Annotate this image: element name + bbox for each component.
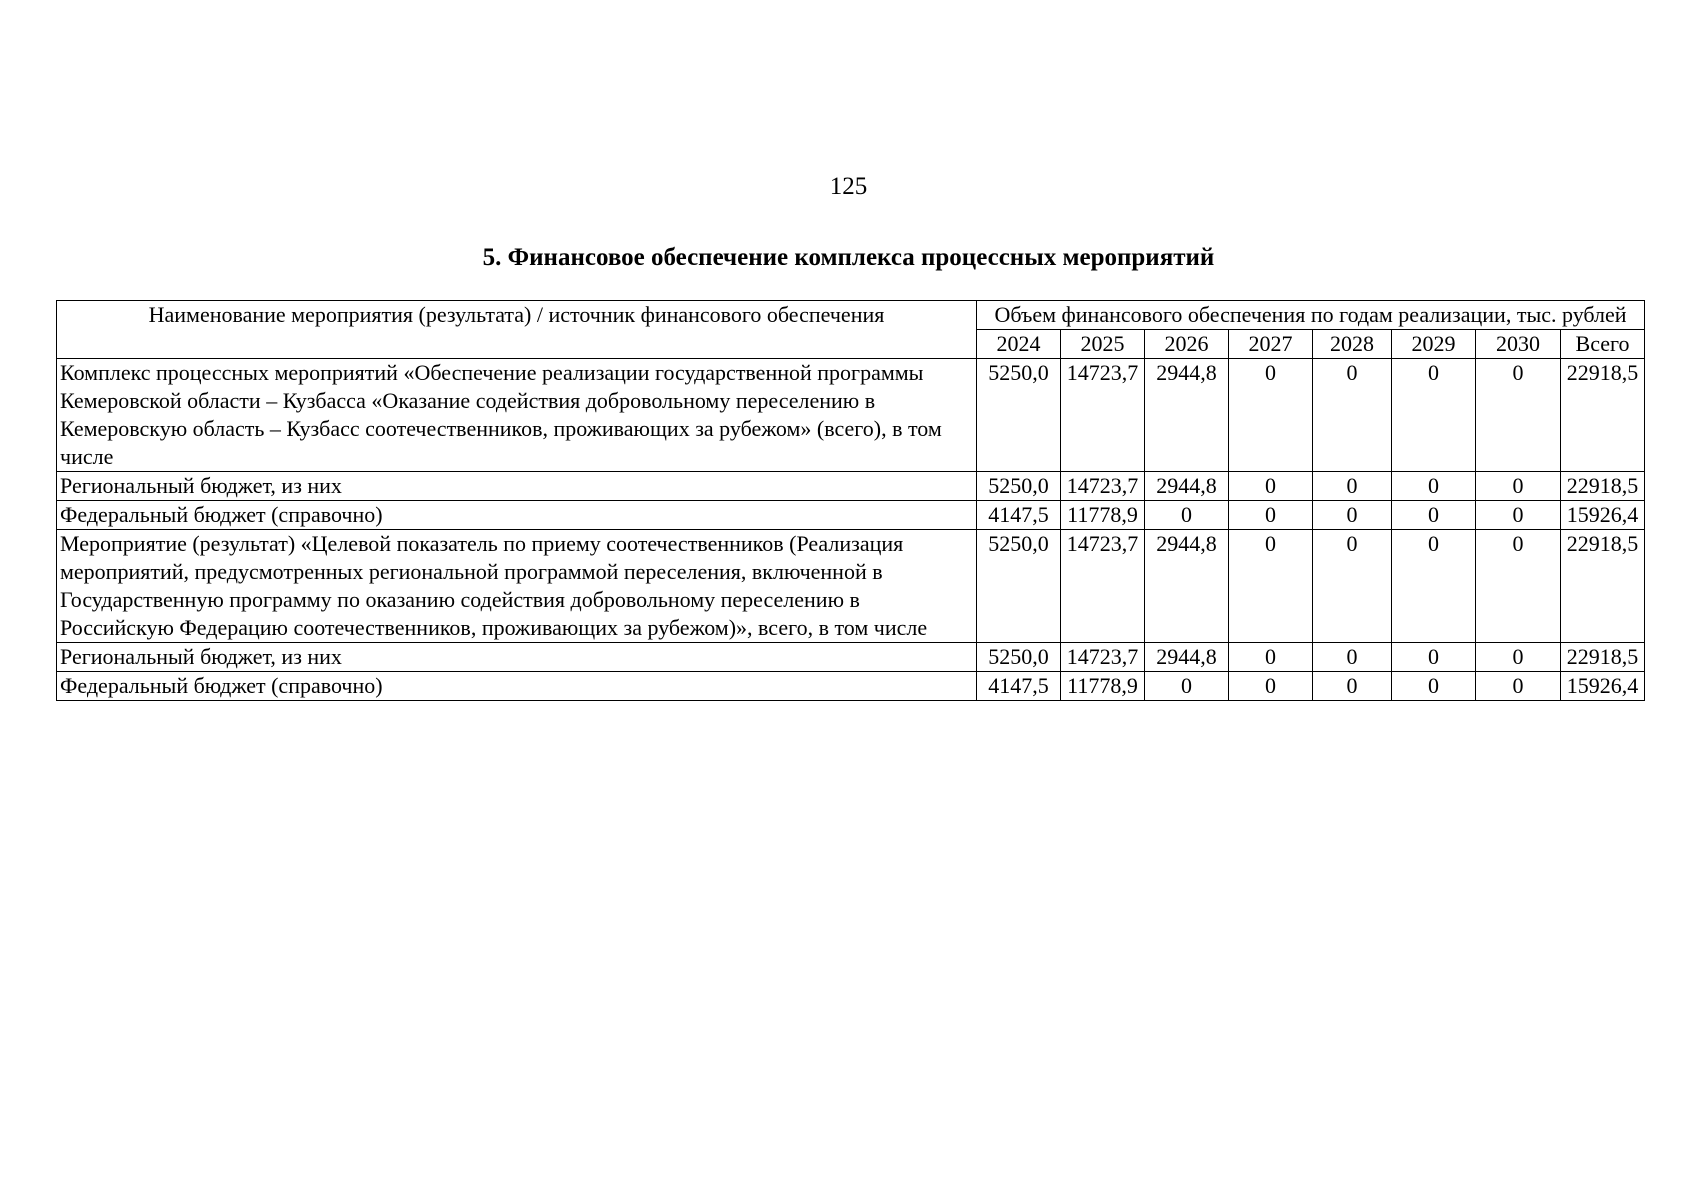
value-2025: 11778,9 <box>1061 672 1145 701</box>
page-number: 125 <box>829 173 868 200</box>
value-2025: 14723,7 <box>1061 530 1145 643</box>
value-2026: 0 <box>1145 501 1229 530</box>
value-2028: 0 <box>1313 359 1392 472</box>
value-2030: 0 <box>1476 501 1561 530</box>
value-2028: 0 <box>1313 501 1392 530</box>
year-header-2030: 2030 <box>1476 330 1561 359</box>
row-name: Мероприятие (результат) «Целевой показатель по приему соотечественников (Реализация мероприятий, предусмотренных региональной программой переселения, включенной в Государственную программу по оказанию содействия добровольному переселению в Российскую Федерацию соотечественников, проживающих за рубежом)», всего, в том числе <box>57 530 977 643</box>
value-2024: 5250,0 <box>977 643 1061 672</box>
value-2029: 0 <box>1392 359 1476 472</box>
value-2026: 2944,8 <box>1145 530 1229 643</box>
value-2028: 0 <box>1313 672 1392 701</box>
year-header-2027: 2027 <box>1229 330 1313 359</box>
total-header: Всего <box>1561 330 1645 359</box>
year-header-2026: 2026 <box>1145 330 1229 359</box>
value-2028: 0 <box>1313 530 1392 643</box>
value-2027: 0 <box>1229 472 1313 501</box>
value-total: 22918,5 <box>1561 359 1645 472</box>
row-name: Региональный бюджет, из них <box>57 472 977 501</box>
value-2027: 0 <box>1229 501 1313 530</box>
value-2025: 14723,7 <box>1061 472 1145 501</box>
value-2027: 0 <box>1229 643 1313 672</box>
value-2024: 4147,5 <box>977 501 1061 530</box>
value-2025: 14723,7 <box>1061 359 1145 472</box>
value-2026: 2944,8 <box>1145 643 1229 672</box>
table-row <box>57 359 1645 472</box>
row-name: Комплекс процессных мероприятий «Обеспечение реализации государственной программы Кемеровской области – Кузбасса «Оказание содействия добровольному переселению в Кемеровскую область – Кузбасс соотечественников, проживающих за рубежом» (всего), в том числе <box>57 359 977 472</box>
value-2027: 0 <box>1229 672 1313 701</box>
value-total: 15926,4 <box>1561 672 1645 701</box>
table-row <box>57 643 1645 672</box>
row-name: Региональный бюджет, из них <box>57 643 977 672</box>
year-header-2028: 2028 <box>1313 330 1392 359</box>
volume-column-header: Объем финансового обеспечения по годам реализации, тыс. рублей <box>977 301 1645 330</box>
table-row <box>57 672 1645 701</box>
value-2028: 0 <box>1313 472 1392 501</box>
table-row <box>57 501 1645 530</box>
value-2030: 0 <box>1476 472 1561 501</box>
row-name: Федеральный бюджет (справочно) <box>57 672 977 701</box>
value-2030: 0 <box>1476 643 1561 672</box>
value-total: 22918,5 <box>1561 472 1645 501</box>
value-2026: 0 <box>1145 672 1229 701</box>
value-total: 15926,4 <box>1561 501 1645 530</box>
value-2024: 4147,5 <box>977 672 1061 701</box>
value-2029: 0 <box>1392 530 1476 643</box>
value-2025: 11778,9 <box>1061 501 1145 530</box>
value-total: 22918,5 <box>1561 643 1645 672</box>
value-2028: 0 <box>1313 643 1392 672</box>
value-2025: 14723,7 <box>1061 643 1145 672</box>
value-2027: 0 <box>1229 530 1313 643</box>
value-2029: 0 <box>1392 643 1476 672</box>
value-2026: 2944,8 <box>1145 472 1229 501</box>
table-row <box>57 472 1645 501</box>
value-2026: 2944,8 <box>1145 359 1229 472</box>
year-header-2029: 2029 <box>1392 330 1476 359</box>
value-2027: 0 <box>1229 359 1313 472</box>
value-2030: 0 <box>1476 530 1561 643</box>
value-2030: 0 <box>1476 359 1561 472</box>
value-2024: 5250,0 <box>977 530 1061 643</box>
value-2029: 0 <box>1392 672 1476 701</box>
name-column-header: Наименование мероприятия (результата) / источник финансового обеспечения <box>57 301 977 359</box>
value-2024: 5250,0 <box>977 359 1061 472</box>
financing-table <box>56 300 1645 701</box>
header-row <box>57 301 1645 330</box>
year-header-2024: 2024 <box>977 330 1061 359</box>
value-2024: 5250,0 <box>977 472 1061 501</box>
table-row <box>57 530 1645 643</box>
value-total: 22918,5 <box>1561 530 1645 643</box>
section-title: 5. Финансовое обеспечение комплекса процессных мероприятий <box>482 244 1215 271</box>
value-2029: 0 <box>1392 501 1476 530</box>
value-2030: 0 <box>1476 672 1561 701</box>
year-header-2025: 2025 <box>1061 330 1145 359</box>
row-name: Федеральный бюджет (справочно) <box>57 501 977 530</box>
value-2029: 0 <box>1392 472 1476 501</box>
